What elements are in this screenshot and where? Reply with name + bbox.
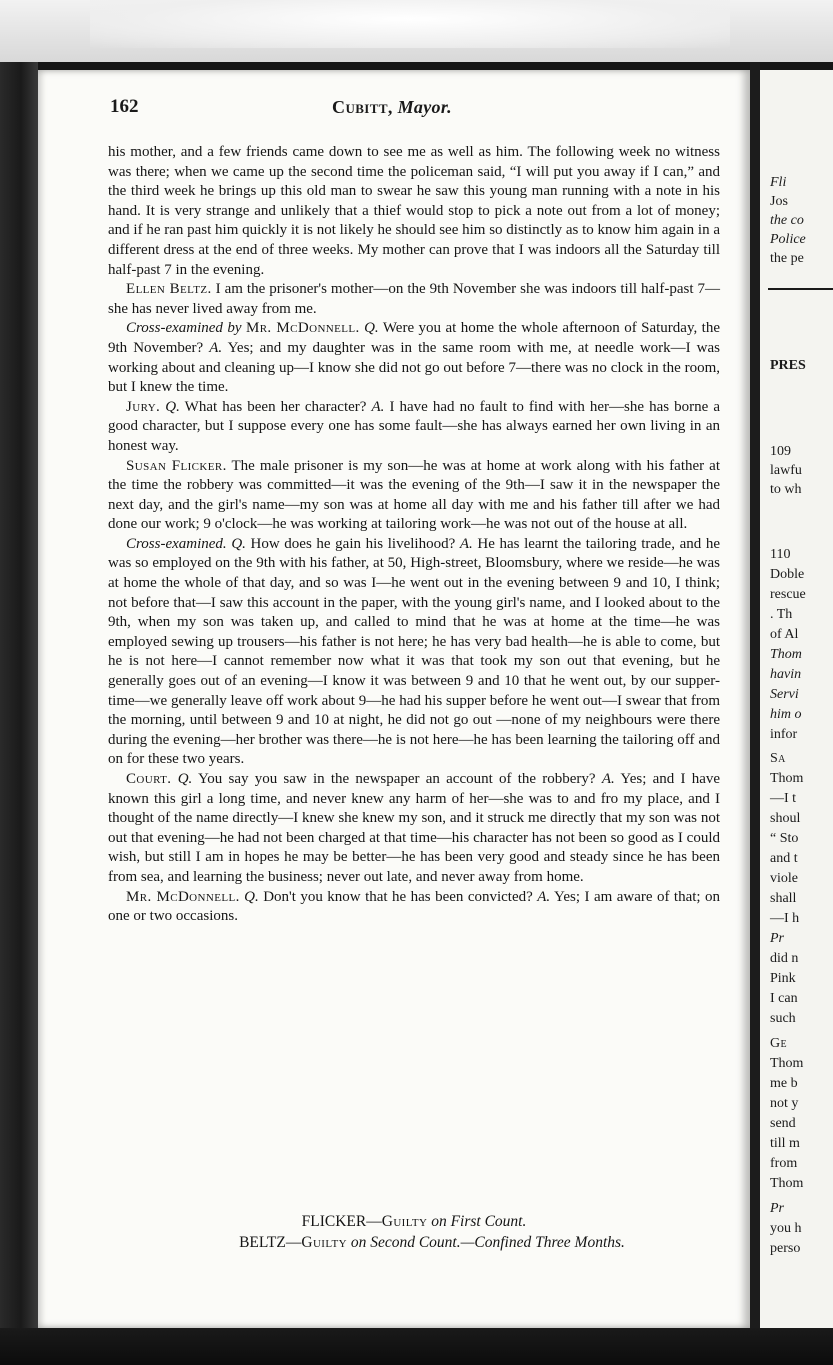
adjacent-line: Thom xyxy=(770,1056,804,1071)
adjacent-line: rescue xyxy=(770,587,806,602)
adjacent-line: Pr xyxy=(770,1201,784,1216)
running-head-name: Cubitt, xyxy=(332,97,393,117)
adjacent-line: shall xyxy=(770,891,797,906)
paragraph xyxy=(108,535,720,770)
paragraph-text: Yes; and I have known this girl a long time, and never knew any harm of her—she was to and fro my place, and I thought of the name directly—I knew she knew my son, and it struck me directly that my son was not out that evening—he had not been charged at that time—his character has not been so good as I could wish, but still I am in hopes he may be better—he has been very good and steady since he has been from sea, and learning the business; never out late, and never away from home. xyxy=(108,771,721,885)
scan-smudge xyxy=(90,0,730,48)
verdict-label: Guilty xyxy=(301,1234,347,1251)
adjacent-line: Fli xyxy=(770,175,787,190)
verdict-dash: — xyxy=(285,1234,302,1251)
verdict-flicker xyxy=(108,1211,720,1232)
question-marker: Q. xyxy=(364,320,379,337)
adjacent-line: Thom xyxy=(770,647,802,662)
adjacent-line: shoul xyxy=(770,811,801,826)
adjacent-line: Thom xyxy=(770,771,804,786)
paragraph xyxy=(108,457,720,535)
adjacent-line: Doble xyxy=(770,567,805,582)
paragraph-text: Were you at home the whole afternoon of Saturday, the 9th November? xyxy=(108,320,720,356)
adjacent-line: me b xyxy=(770,1076,798,1091)
adjacent-line: did n xyxy=(770,951,799,966)
scan-left-edge xyxy=(0,62,38,1365)
adjacent-line: perso xyxy=(770,1241,801,1256)
verdict-label: Guilty xyxy=(381,1213,428,1230)
adjacent-line: 110 xyxy=(770,547,791,562)
book-gutter xyxy=(750,62,760,1365)
verdict-count: on Second Count.—Confined Three Months. xyxy=(346,1234,625,1251)
adjacent-line: Police xyxy=(770,232,806,247)
adjacent-line: Pink xyxy=(770,971,796,986)
adjacent-line: from xyxy=(770,1156,798,1171)
adjacent-line: not y xyxy=(770,1096,799,1111)
adjacent-line: till m xyxy=(770,1136,800,1151)
verdict-dash: — xyxy=(366,1213,382,1230)
adjacent-line: the pe xyxy=(770,251,804,266)
adjacent-line: I can xyxy=(770,991,798,1006)
defendant-name: BELTZ xyxy=(239,1234,286,1251)
adjacent-rule xyxy=(768,288,833,290)
adjacent-line: Pr xyxy=(770,931,784,946)
adjacent-line: “ Sto xyxy=(770,831,799,846)
jury-label: Jury. xyxy=(126,398,161,415)
counsel-name: Mr. McDonnell. xyxy=(245,320,360,337)
running-head xyxy=(72,97,712,118)
verdicts xyxy=(108,1211,720,1253)
defendant-name: FLICKER xyxy=(301,1213,367,1230)
question-marker: Q. xyxy=(244,888,259,905)
scan-top-margin xyxy=(0,0,833,62)
question-marker: Q. xyxy=(165,398,180,415)
adjacent-line: lawfu xyxy=(770,463,802,478)
adjacent-line: and t xyxy=(770,851,798,866)
adjacent-line: send xyxy=(770,1116,796,1131)
answer-marker: A. xyxy=(459,535,473,552)
adjacent-line: infor xyxy=(770,727,798,742)
witness-name: Susan Flicker. xyxy=(126,457,227,474)
court-label: Court. xyxy=(126,771,172,787)
adjacent-line: you h xyxy=(770,1221,802,1236)
adjacent-line: PRES xyxy=(770,358,806,373)
cross-exam-label: Cross-examined. xyxy=(126,535,227,552)
paragraph xyxy=(108,319,720,397)
paragraph-text: He has learnt the tailoring trade, and he was so employed on the 9th with his father, at 50, High-street, Bloomsbury, where we reside—he was at home the whole of that day, and so was I—he went out in the evening between 9 and 10, I think; not before that—I saw this account in the paper, with the young girl's name, and I looked about to the 9th, when my son was taken up, and called to mind that he was at home at the time—he was employed sewing up trousers—his father is not here; he has very bad health—he is able to come, but he is not here—I cannot remember now what it was that took my son out that evening, but he generally goes out of an evening—I know it was between 9 and 10 that he went out, by our supper-time—we generally leave off work about 9—he had his supper before he went out—I swear that from the morning, until between 9 and 10 at night, he did not go out —none of my neighbours were there during the evening—her brother was there—he is not here—he has been learning the tailoring off and on for these two years. xyxy=(108,535,721,768)
adjacent-page xyxy=(760,70,833,1328)
adjacent-line: him o xyxy=(770,707,802,722)
answer-marker: A. xyxy=(601,771,615,787)
adjacent-line: —I h xyxy=(770,911,800,926)
answer-marker: A. xyxy=(371,398,385,415)
answer-marker: A. xyxy=(209,339,223,356)
question-marker: Q. xyxy=(231,535,246,552)
adjacent-line: Sa xyxy=(770,751,786,766)
paragraph: his mother, and a few friends came down to see me as well as him. The following week no witness was there; when we came up the second time the policeman said, “I will put you away if I can,” and the third week he brings up this old man to swear he saw this young man running with a note in his hand. It is very strange and unlikely that a thief would stop to pick a note out from a lot of money; and if he ran past him quickly it is not likely he should see him so distinctly as to know him again in a different dress at the end of three weeks. My mother can prove that I was indoors all the Saturday till half-past 7 in the evening. xyxy=(108,144,720,278)
paragraph-text: I am the prisoner's mother—on the 9th November she was indoors till half-past 7—she has never lived away from me. xyxy=(108,281,720,317)
paragraph-text: Don't you know that he has been convicted? xyxy=(258,888,538,905)
question-marker: Q. xyxy=(177,771,193,787)
paragraph-text: Yes; and my daughter was in the same room with me, at needle work—I was working about and cleaning up—I know she did not go out before 7—there was no clock in the room, but I knew the time. xyxy=(108,339,720,396)
adjacent-line: the co xyxy=(770,213,804,228)
adjacent-line: viole xyxy=(770,871,798,886)
paragraph xyxy=(108,280,720,319)
adjacent-line: of Al xyxy=(770,627,799,642)
answer-marker: A. xyxy=(537,888,551,905)
cross-exam-label: Cross-examined by xyxy=(126,320,242,337)
paragraph xyxy=(108,398,720,457)
counsel-name: Mr. McDonnell. xyxy=(126,888,240,905)
scan-bottom-border xyxy=(0,1328,833,1365)
adjacent-line: to wh xyxy=(770,482,802,497)
page-header xyxy=(72,96,712,126)
paragraph-text: How does he gain his livelihood? xyxy=(245,535,460,552)
adjacent-line: Jos xyxy=(770,194,788,209)
paragraph-text: What has been her character? xyxy=(179,398,372,415)
adjacent-line: Servi xyxy=(770,687,799,702)
paragraph xyxy=(108,888,720,927)
paragraph-text: The male prisoner is my son—he was at home at work along with his father at the time the robbery was committed—it was the evening of the 9th—I saw it in the newspaper the next day, and the girl's name—my son was at home all day with me and his father till after we had done our work; 9 o'clock—he was working at tailoring work—he was not out of the house at all. xyxy=(108,457,721,533)
adjacent-line: Ge xyxy=(770,1036,788,1051)
verdict-count: on First Count. xyxy=(427,1213,527,1230)
adjacent-line: —I t xyxy=(770,791,797,806)
page-body xyxy=(108,143,720,927)
witness-name: Ellen Beltz. xyxy=(126,281,212,298)
adjacent-line: havin xyxy=(770,667,802,682)
paragraph-text: You say you saw in the newspaper an account of the robbery? xyxy=(192,771,602,787)
paragraph xyxy=(108,770,720,888)
verdict-beltz xyxy=(108,1232,720,1253)
adjacent-line: . Th xyxy=(770,607,793,622)
page-number: 162 xyxy=(110,96,139,117)
running-head-title: Mayor. xyxy=(397,97,452,117)
adjacent-line: Thom xyxy=(770,1176,804,1191)
adjacent-line: such xyxy=(770,1011,796,1026)
paragraph-text: I have had no fault to find with her—she has borne a good character, but I suppose every one has some fault—she has always earned her own living in an honest way. xyxy=(108,398,721,454)
paragraph-text: Yes; I am aware of that; on one or two occasions. xyxy=(108,888,721,925)
adjacent-line: 109 xyxy=(770,444,791,459)
